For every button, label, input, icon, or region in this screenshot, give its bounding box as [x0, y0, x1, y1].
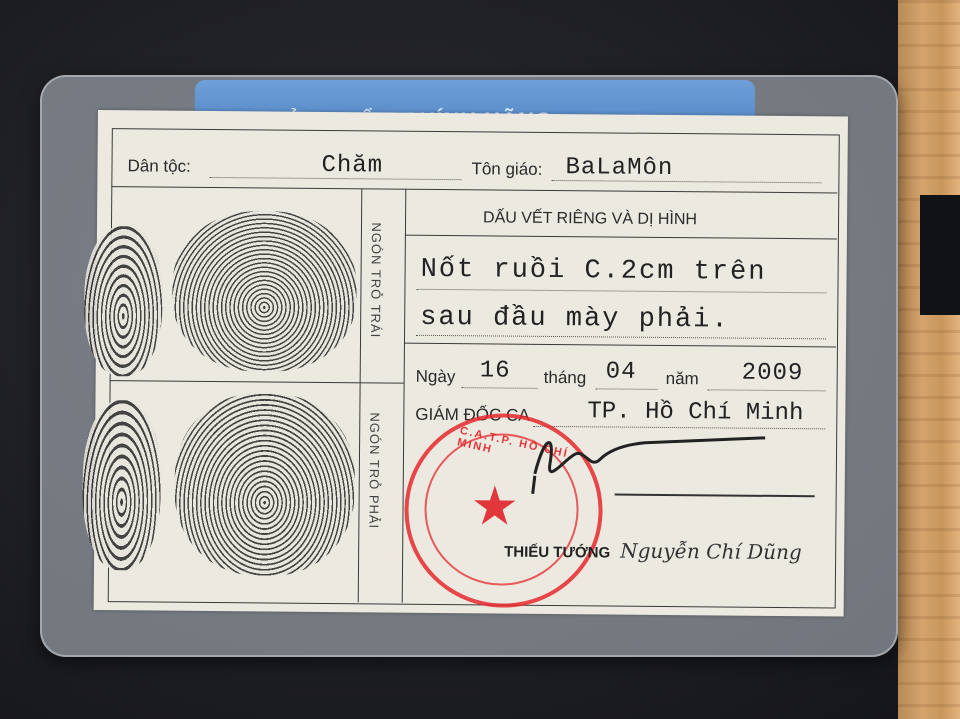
director-label: GIÁM ĐỐC CA [415, 404, 530, 425]
right-finger-label: NGÓN TRỎ PHẢI [366, 412, 383, 530]
marks-heading: DẤU VẾT RIÊNG VÀ DỊ HÌNH [482, 209, 698, 229]
dark-strip [920, 195, 960, 315]
marks-line-1: Nốt ruồi C.2cm trên [420, 254, 767, 288]
religion-label: Tôn giáo: [471, 159, 543, 179]
date-year-label: năm [665, 368, 699, 389]
ethnicity-value: Chăm [321, 151, 384, 180]
date-year-value: 2009 [741, 359, 804, 388]
marks-line-2: sau đầu mày phải. [420, 302, 730, 336]
date-day-value: 16 [479, 357, 511, 385]
fingerprint-left-top-partial [84, 226, 163, 377]
left-finger-label: NGÓN TRỎ TRÁI [368, 222, 385, 339]
star-icon: ★ [470, 476, 520, 537]
fingerprint-right-index [174, 393, 356, 577]
ethnicity-label: Dân tộc: [127, 156, 191, 176]
religion-value: BaLaMôn [565, 154, 674, 183]
date-day-label: Ngày [415, 366, 456, 387]
date-month-label: tháng [543, 367, 587, 388]
signer-title: THIẾU TƯỚNG [504, 543, 611, 562]
id-card-back [94, 110, 848, 617]
fingerprint-left-index [172, 211, 357, 373]
handwritten-signature [514, 414, 835, 517]
signer-name: Nguyễn Chí Dũng [620, 538, 802, 565]
wood-grain [898, 0, 960, 719]
seal-text: C.A.T.P. HỒ CHÍ MINH [456, 424, 570, 461]
fingerprint-left-bottom-partial [82, 400, 161, 571]
director-value: TP. Hồ Chí Minh [587, 398, 804, 428]
date-month-value: 04 [605, 358, 637, 386]
